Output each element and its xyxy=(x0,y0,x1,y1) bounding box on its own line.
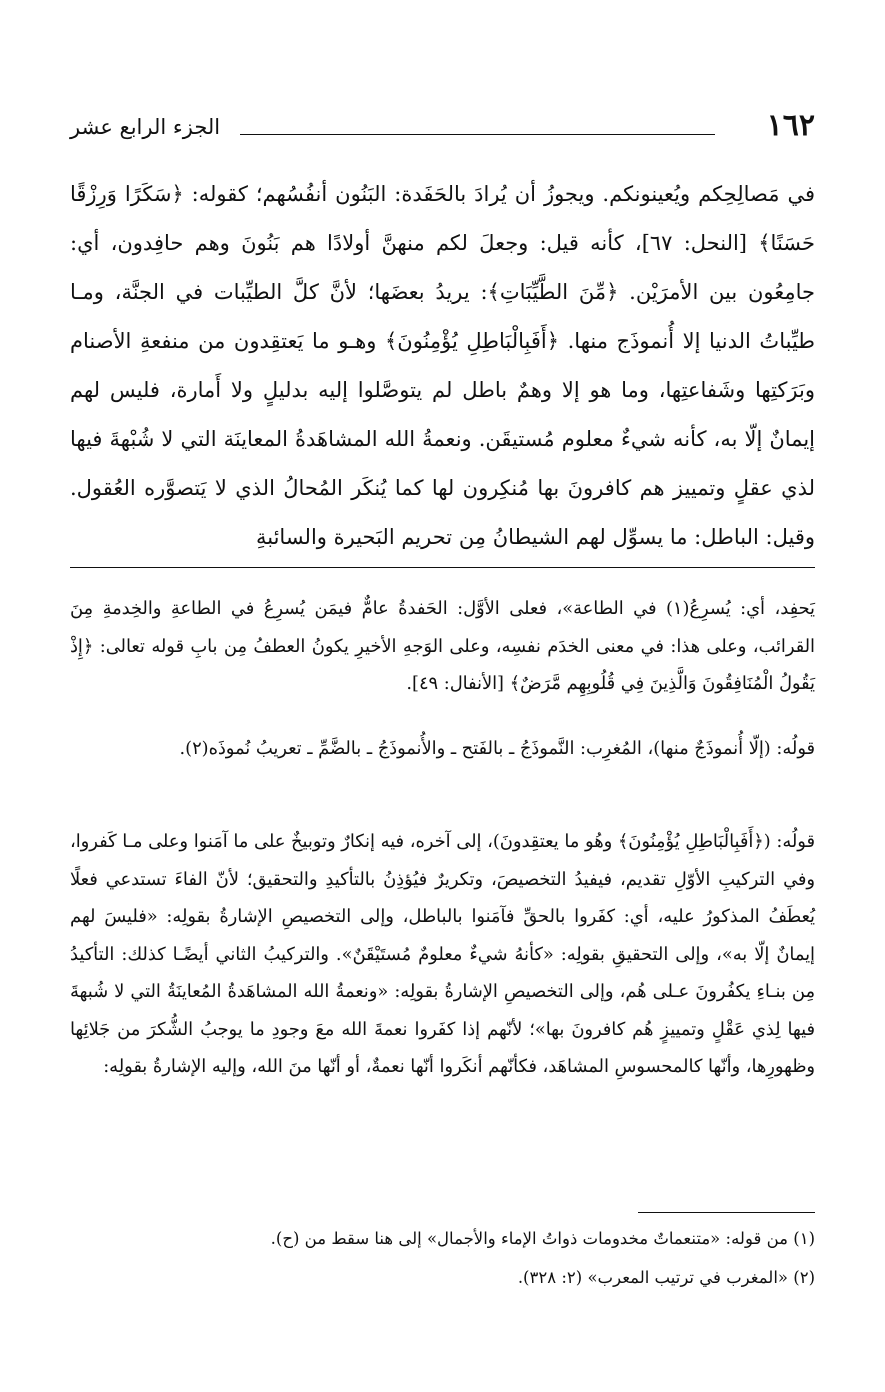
commentary-paragraph-1: يَحفِد، أي: يُسرِعُ(١) في الطاعة»، فعلى الأوَّل: الحَفدةُ عامٌّ فيمَن يُسرِعُ في الطاعةِ والخِدمةِ مِنَ القرائب، وعلى هذا: في معنى الخدَم نفسِه، وعلى الوَجهِ الأخيرِ يكونُ العطفُ مِن بابِ قوله تعالى: ﴿إِذْ يَقُولُ الْمُنَافِقُونَ وَالَّذِينَ فِي قُلُوبِهِم مَّرَضٌ﴾ [الأنفال: ٤٩]. xyxy=(70,598,815,694)
commentary-paragraph-3: قولُه: (﴿أَفَبِالْبَاطِلِ يُؤْمِنُونَ﴾ وهُو ما يعتقِدونَ)، إلى آخره، فيه إنكارٌ وتوبيخٌ على ما آمَنوا وعلى مـا كَفروا، وفي التركيبِ الأوّلِ تقديم، فيفيدُ التخصيصَ، وتكريرٌ فيُؤذِنُ بالتأكيدِ والتحقيق؛ لأنّ الفاءَ تستدعي فعلًا يُعطَفُ المذكورُ عليه، أي: كفَروا بالحقِّ فآمَنوا بالباطل، وإلى التخصيصِ الإشارةُ بقولِه: «فليسَ لهم إيمانٌ إلّا به»، وإلى التحقيقِ بقولِه: «كأنهُ شيءٌ معلومٌ مُستَيْقَنٌ». والتركيبُ الثاني أيضًـا كذلك: التأكيدُ مِن بنـاءِ يكفُرونَ عـلى هُم، وإلى التخصيصِ الإشارةُ بقولِه: «ونعمةُ الله المشاهَدةُ المُعاينَةُ التي لا شُبهةَ فيها لِذي عَقْلٍ وتمييزٍ هُم كافرونَ بها»؛ لأنّهم إذا كفَروا نعمةَ الله معَ وجودِ ما يوجبُ الشُّكرَ من جَلائِها وظهورِها، وأنّها كالمحسوسِ المشاهَد، فكأنّهم أنكَروا أنّها نعمةٌ، أو أنّها منَ الله، وإليه الإشارةُ بقولِه: xyxy=(70,831,815,1077)
running-title: الجزء الرابع عشر xyxy=(70,115,221,139)
main-text: في مَصالِحِكم ويُعينونكم. ويجوزُ أن يُرادَ بالحَفَدة: البَنُون أنفُسُهم؛ كقوله: ﴿سَكَرًا وَرِزْقًا حَسَنًا﴾ [النحل: ٦٧]، كأنه قيل: وجعلَ لكم منهنَّ أولادًا هم بَنُونَ وهم حافِدون، أي: جامِعُون بين الأمرَيْن. ﴿مِّنَ الطَّيِّبَاتِ﴾: يريدُ بعضَها؛ لأنَّ كلَّ الطيِّبات في الجنَّة، ومـا طيِّباتُ الدنيا إلا أُنموذَج منها. ﴿أَفَبِالْبَاطِلِ يُؤْمِنُونَ﴾ وهـو ما يَعتقِدون من منفعةِ الأصنام وبَرَكتِها وشَفاعتِها، وما هو إلا وهمٌ باطل لم يتوصَّلوا إليه بدليلٍ ولا أَمارة، فليس لهم إيمانٌ إلّا به، كأنه شيءٌ معلوم مُستيقَن. ونعمةُ الله المشاهَدةُ المعاينَة التي لا شُبْهةَ فيها لذي عقلٍ وتمييز هم كافرونَ بها مُنكِرون لها كما يُنكَر المُحالُ الذي لا يَتصوَّره العُقول. وقيل: الباطل: ما يسوِّل لهم الشيطانُ مِن تحريم البَحيرة والسائبةِ xyxy=(70,182,816,549)
footnote-1: (١) من قوله: «متنعماتٌ مخدومات ذواتُ الإماء والأجمال» إلى هنا سقط من (ح). xyxy=(270,1229,815,1248)
commentary-paragraph-2: قولُه: (إلّا أُنموذَجٌ منها)، المُغرِب: النَّموذَجُ ـ بالفَتح ـ والأُنموذَجُ ـ بالضَّمِّ ـ تعريبُ نُموذَه(٢). xyxy=(179,738,815,759)
page-number: ١٦٢ xyxy=(766,108,815,143)
header-rule xyxy=(240,134,715,135)
text-separator-rule xyxy=(70,567,815,568)
page-header xyxy=(70,104,815,148)
footnote-2: (٢) «المغرب في ترتيب المعرب» (٢: ٣٢٨). xyxy=(517,1268,815,1287)
footnote-rule xyxy=(638,1212,815,1213)
